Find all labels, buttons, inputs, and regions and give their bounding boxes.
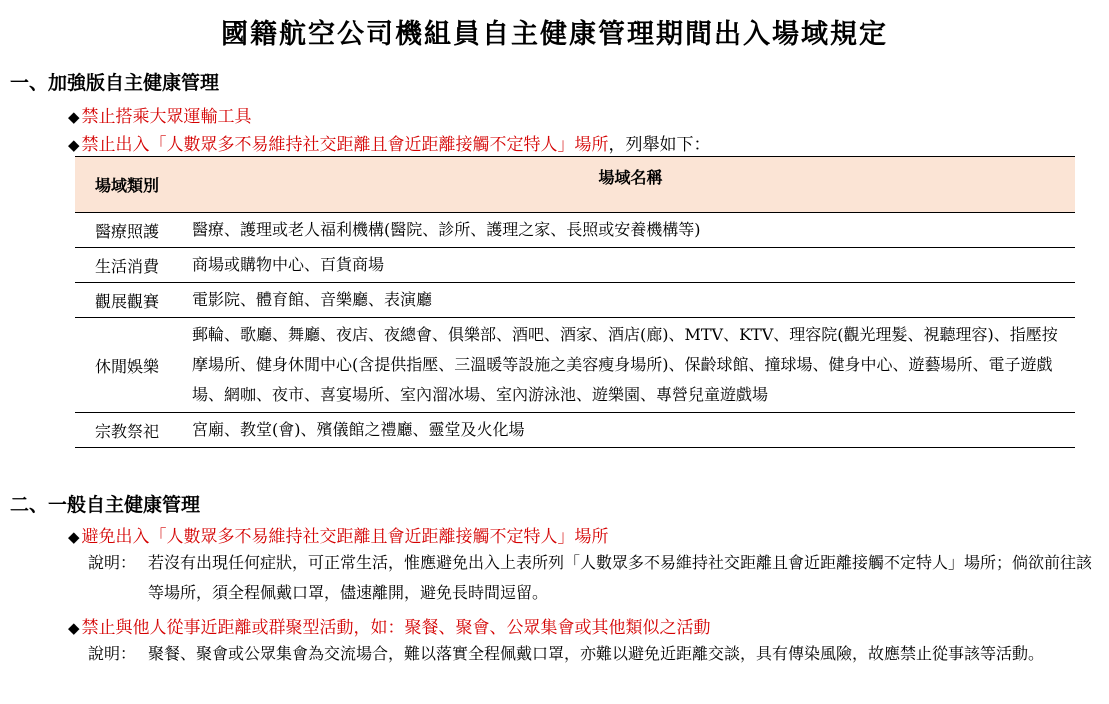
diamond-bullet-icon: ◆ [68, 528, 80, 546]
row-name: 電影院、體育館、音樂廳、表演廳 [186, 283, 1075, 318]
row-name: 宮廟、教堂(會)、殯儀館之禮廳、靈堂及火化場 [186, 413, 1075, 448]
row-name: 郵輪、歌廳、舞廳、夜店、夜總會、俱樂部、酒吧、酒家、酒店(廊)、MTV、KTV、理容院(觀光理髮、視聽理容)、指壓按摩場所、健身休閒中心(含提供指壓、三溫暖等設施之美容瘦身場所)、保齡球館、撞球場、健身中心、遊藝場所、電子遊戲場、網咖、夜市、喜宴場所、室內溜冰場、室內游泳池、遊樂園、專營兒童遊戲場 [186, 318, 1075, 413]
section2-bullet-2 [68, 613, 711, 638]
document-title: 國籍航空公司機組員自主健康管理期間出入場域規定 [221, 19, 888, 50]
section2-note-1 [88, 548, 1093, 602]
row-category: 觀展觀賽 [75, 283, 186, 318]
row-category: 宗教祭祀 [75, 413, 186, 448]
section1-bullet-2 [68, 130, 711, 155]
section1-heading: 一、加強版自主健康管理 [10, 72, 220, 94]
bullet-text: 避免出入「人數眾多不易維持社交距離且會近距離接觸不定特人」場所 [81, 527, 609, 547]
note-label: 說明： [88, 644, 137, 663]
row-category: 生活消費 [75, 248, 186, 283]
bullet-text: 禁止與他人從事近距離或群聚型活動，如：聚餐、聚會、公眾集會或其他類似之活動 [81, 618, 711, 638]
section1-bullet-1 [68, 102, 252, 127]
section2-heading: 二、一般自主健康管理 [10, 494, 201, 516]
diamond-bullet-icon: ◆ [68, 619, 80, 637]
bullet-text-red: 禁止出入「人數眾多不易維持社交距離且會近距離接觸不定特人」場所 [81, 135, 609, 155]
table-row [75, 318, 1075, 413]
bullet-text: 禁止搭乘大眾運輸工具 [81, 107, 252, 127]
note-label: 說明： [88, 553, 137, 572]
note-text: 若沒有出現任何症狀，可正常生活，惟應避免出入上表所列「人數眾多不易維持社交距離且會近距離接觸不定特人」場所；倘欲前往該等場所，須全程佩戴口罩，儘速離開，避免長時間逗留。 [148, 553, 1093, 602]
table-row [75, 283, 1075, 318]
table-row [75, 413, 1075, 448]
row-name: 商場或購物中心、百貨商場 [186, 248, 1075, 283]
section2-bullet-1 [68, 522, 609, 547]
bullet-text-black: ，列舉如下： [608, 135, 711, 155]
table-row [75, 213, 1075, 248]
table-header-row [75, 157, 1075, 213]
row-category: 醫療照護 [75, 213, 186, 248]
row-name: 醫療、護理或老人福利機構(醫院、診所、護理之家、長照或安養機構等) [186, 213, 1075, 248]
row-category: 休閒娛樂 [75, 318, 186, 413]
header-name: 場域名稱 [186, 157, 1075, 213]
diamond-bullet-icon: ◆ [68, 108, 80, 126]
diamond-bullet-icon: ◆ [68, 136, 80, 154]
table-row [75, 248, 1075, 283]
venue-table [75, 156, 1075, 448]
header-category: 場域類別 [75, 157, 186, 213]
note-text: 聚餐、聚會或公眾集會為交流場合，難以落實全程佩戴口罩，亦難以避免近距離交談，具有傳染風險，故應禁止從事該等活動。 [148, 644, 1045, 663]
section2-note-2 [88, 639, 1088, 669]
